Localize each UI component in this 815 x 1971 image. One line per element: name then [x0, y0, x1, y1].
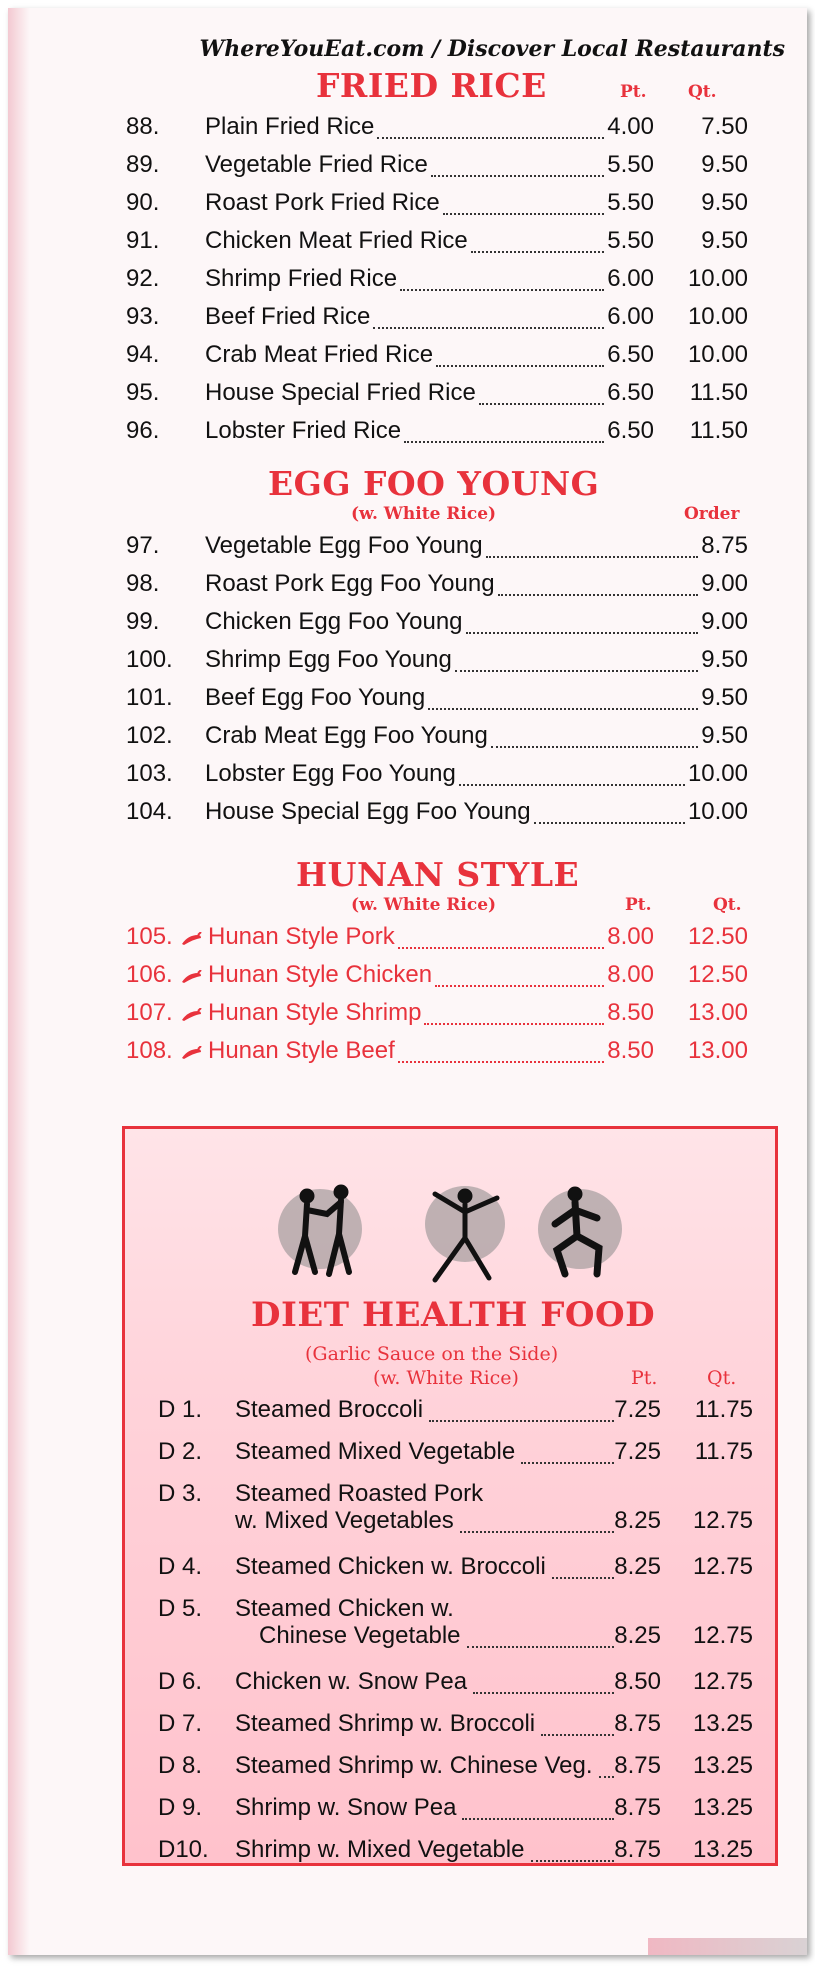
hunan-title: HUNAN STYLE [296, 855, 580, 894]
order-price: 9.50 [701, 684, 748, 711]
item-number: 104. [126, 798, 173, 825]
dot-leader [400, 289, 604, 291]
exercise-figures-illustration [275, 1174, 635, 1294]
item-name: Crab Meat Fried Rice [205, 341, 434, 368]
diet-item-name: Steamed Shrimp w. Chinese Veg. [235, 1752, 593, 1779]
fried-rice-row [8, 379, 807, 417]
site-header: WhereYouEat.com / Discover Local Restaurants [199, 36, 785, 62]
dot-leader [466, 632, 699, 634]
menu-page [8, 8, 807, 1955]
dot-leader [462, 1818, 614, 1820]
egg-foo-young-row [8, 684, 807, 722]
item-number: 107. [126, 999, 173, 1026]
fried-rice-row [8, 303, 807, 341]
diet-item-name: Steamed Mixed Vegetable [235, 1438, 516, 1465]
egg-foo-young-order-header: Order [684, 504, 740, 524]
quart-price: 13.00 [687, 999, 748, 1026]
quart-price: 12.75 [692, 1622, 753, 1649]
dot-leader [377, 137, 604, 139]
pint-price: 8.50 [607, 999, 654, 1026]
diet-qt-header: Qt. [707, 1367, 737, 1389]
quart-price: 13.25 [692, 1710, 753, 1737]
quart-price: 11.50 [689, 417, 748, 444]
order-price: 9.50 [701, 722, 748, 749]
diet-health-food-box [122, 1126, 778, 1866]
item-number: 91. [126, 227, 160, 254]
item-number: 94. [126, 341, 160, 368]
quart-price: 13.25 [692, 1794, 753, 1821]
egg-foo-young-row [8, 760, 807, 798]
fried-rice-title: FRIED RICE [316, 66, 547, 105]
item-number: 93. [126, 303, 160, 330]
item-name: Roast Pork Egg Foo Young [205, 570, 495, 597]
hot-pepper-icon [180, 970, 202, 984]
pint-price: 5.50 [607, 227, 654, 254]
quart-price: 13.00 [687, 1037, 748, 1064]
diet-item-code: D 2. [158, 1438, 203, 1465]
pint-price: 6.00 [607, 303, 654, 330]
pint-price: 7.25 [614, 1396, 661, 1423]
dot-leader [435, 985, 604, 987]
fried-rice-pt-header: Pt. [620, 82, 647, 102]
quart-price: 10.00 [687, 341, 748, 368]
diet-subtitle-rice: (w. White Rice) [373, 1367, 519, 1389]
item-name: Hunan Style Chicken [208, 961, 433, 988]
diet-title: DIET HEALTH FOOD [251, 1295, 656, 1335]
dot-leader [404, 441, 604, 443]
pint-price: 6.50 [607, 341, 654, 368]
dot-leader [541, 1734, 614, 1736]
dot-leader [459, 784, 685, 786]
pint-price: 8.25 [614, 1507, 661, 1534]
item-number: 88. [126, 113, 160, 140]
hunan-row [8, 923, 807, 961]
item-number: 102. [126, 722, 173, 749]
item-name: House Special Fried Rice [205, 379, 476, 406]
dot-leader [398, 947, 605, 949]
item-number: 97. [126, 532, 160, 559]
diet-item-name: Steamed Roasted Pork [235, 1480, 484, 1507]
quart-price: 11.75 [694, 1396, 753, 1423]
quart-price: 11.75 [694, 1438, 753, 1465]
pint-price: 8.00 [607, 961, 654, 988]
dot-leader [455, 670, 698, 672]
item-name: Vegetable Egg Foo Young [205, 532, 483, 559]
diet-pt-header: Pt. [631, 1367, 658, 1389]
pint-price: 8.50 [607, 1037, 654, 1064]
item-name: Hunan Style Beef [208, 1037, 395, 1064]
fried-rice-row [8, 265, 807, 303]
fried-rice-row [8, 113, 807, 151]
item-number: 105. [126, 923, 173, 950]
item-number: 89. [126, 151, 160, 178]
dot-leader [443, 213, 605, 215]
quart-price: 12.75 [692, 1507, 753, 1534]
quart-price: 9.50 [701, 151, 748, 178]
dot-leader [486, 556, 699, 558]
item-number: 101. [126, 684, 173, 711]
pint-price: 6.00 [607, 265, 654, 292]
item-number: 98. [126, 570, 160, 597]
dot-leader [491, 746, 698, 748]
egg-foo-young-row [8, 646, 807, 684]
diet-item-code: D 1. [158, 1396, 203, 1423]
dot-leader [373, 327, 604, 329]
quart-price: 12.75 [692, 1668, 753, 1695]
diet-item-name-continued: w. Mixed Vegetables [235, 1507, 454, 1534]
diet-item-code: D 3. [158, 1480, 203, 1507]
fried-rice-qt-header: Qt. [688, 82, 717, 102]
hunan-subtitle: (w. White Rice) [351, 895, 497, 915]
diet-item-code: D10. [158, 1836, 209, 1863]
item-number: 92. [126, 265, 160, 292]
pint-price: 8.25 [614, 1553, 661, 1580]
item-number: 106. [126, 961, 173, 988]
item-number: 90. [126, 189, 160, 216]
item-number: 100. [126, 646, 173, 673]
page-bottom-strip [648, 1938, 807, 1955]
pint-price: 8.25 [614, 1622, 661, 1649]
diet-item-name: Steamed Broccoli [235, 1396, 424, 1423]
pint-price: 6.50 [607, 417, 654, 444]
item-name: Beef Egg Foo Young [205, 684, 426, 711]
diet-item-code: D 4. [158, 1553, 203, 1580]
fried-rice-row [8, 151, 807, 189]
pint-price: 5.50 [607, 151, 654, 178]
diet-item-name: Steamed Chicken w. Broccoli [235, 1553, 546, 1580]
dot-leader [552, 1577, 614, 1579]
quart-price: 13.25 [692, 1752, 753, 1779]
quart-price: 11.50 [689, 379, 748, 406]
item-name: Lobster Egg Foo Young [205, 760, 456, 787]
pint-price: 6.50 [607, 379, 654, 406]
hunan-row [8, 999, 807, 1037]
hunan-pt-header: Pt. [625, 895, 652, 915]
dot-leader [471, 251, 605, 253]
item-name: Hunan Style Pork [208, 923, 395, 950]
pint-price: 8.00 [607, 923, 654, 950]
dot-leader [429, 1420, 614, 1422]
hunan-row [8, 961, 807, 999]
quart-price: 12.50 [687, 961, 748, 988]
dot-leader [436, 365, 604, 367]
egg-foo-young-subtitle: (w. White Rice) [351, 504, 497, 524]
egg-foo-young-title: EGG FOO YOUNG [268, 464, 600, 503]
item-number: 103. [126, 760, 173, 787]
dot-leader [498, 594, 699, 596]
egg-foo-young-row [8, 722, 807, 760]
diet-item-code: D 6. [158, 1668, 203, 1695]
fried-rice-row [8, 417, 807, 455]
quart-price: 12.75 [692, 1553, 753, 1580]
item-number: 96. [126, 417, 160, 444]
fried-rice-row [8, 227, 807, 265]
fried-rice-row [8, 189, 807, 227]
diet-subtitle-garlic: (Garlic Sauce on the Side) [305, 1343, 559, 1365]
diet-item-name-continued: Chinese Vegetable [259, 1622, 461, 1649]
item-number: 99. [126, 608, 160, 635]
quart-price: 12.50 [687, 923, 748, 950]
diet-item-name: Chicken w. Snow Pea [235, 1668, 468, 1695]
diet-item-code: D 8. [158, 1752, 203, 1779]
order-price: 9.00 [701, 570, 748, 597]
egg-foo-young-row [8, 570, 807, 608]
dot-leader [521, 1462, 614, 1464]
dot-leader [460, 1531, 614, 1533]
item-number: 95. [126, 379, 160, 406]
pint-price: 8.75 [614, 1836, 661, 1863]
order-price: 10.00 [687, 798, 748, 825]
order-price: 9.00 [701, 608, 748, 635]
hot-pepper-icon [180, 1046, 202, 1060]
pint-price: 4.00 [607, 113, 654, 140]
egg-foo-young-row [8, 798, 807, 836]
hot-pepper-icon [180, 1008, 202, 1022]
diet-item-name: Shrimp w. Mixed Vegetable [235, 1836, 525, 1863]
diet-item-name: Shrimp w. Snow Pea [235, 1794, 457, 1821]
pint-price: 8.75 [614, 1794, 661, 1821]
order-price: 8.75 [701, 532, 748, 559]
item-name: Shrimp Egg Foo Young [205, 646, 452, 673]
item-name: Vegetable Fried Rice [205, 151, 428, 178]
item-name: Hunan Style Shrimp [208, 999, 422, 1026]
egg-foo-young-row [8, 608, 807, 646]
order-price: 10.00 [687, 760, 748, 787]
pint-price: 7.25 [614, 1438, 661, 1465]
diet-item-code: D 9. [158, 1794, 203, 1821]
dot-leader [473, 1692, 614, 1694]
dot-leader [479, 403, 604, 405]
hunan-row [8, 1037, 807, 1075]
dot-leader [424, 1023, 604, 1025]
quart-price: 9.50 [701, 189, 748, 216]
egg-foo-young-row [8, 532, 807, 570]
quart-price: 10.00 [687, 265, 748, 292]
item-number: 108. [126, 1037, 173, 1064]
dot-leader [428, 708, 698, 710]
pint-price: 5.50 [607, 189, 654, 216]
diet-item-code: D 5. [158, 1595, 203, 1622]
order-price: 9.50 [701, 646, 748, 673]
dot-leader [398, 1061, 604, 1063]
item-name: Crab Meat Egg Foo Young [205, 722, 488, 749]
diet-item-name: Steamed Shrimp w. Broccoli [235, 1710, 536, 1737]
item-name: Beef Fried Rice [205, 303, 371, 330]
pint-price: 8.75 [614, 1710, 661, 1737]
item-name: Lobster Fried Rice [205, 417, 402, 444]
diet-item-name: Steamed Chicken w. [235, 1595, 454, 1622]
item-name: Chicken Meat Fried Rice [205, 227, 468, 254]
quart-price: 9.50 [701, 227, 748, 254]
item-name: Plain Fried Rice [205, 113, 375, 140]
dot-leader [467, 1646, 615, 1648]
hot-pepper-icon [180, 932, 202, 946]
dot-leader [531, 1860, 615, 1862]
dot-leader [599, 1776, 615, 1778]
dot-leader [431, 175, 604, 177]
pint-price: 8.50 [614, 1668, 661, 1695]
item-name: House Special Egg Foo Young [205, 798, 531, 825]
diet-item-code: D 7. [158, 1710, 203, 1737]
item-name: Chicken Egg Foo Young [205, 608, 463, 635]
hunan-qt-header: Qt. [713, 895, 742, 915]
quart-price: 7.50 [701, 113, 748, 140]
item-name: Shrimp Fried Rice [205, 265, 398, 292]
pint-price: 8.75 [614, 1752, 661, 1779]
fried-rice-row [8, 341, 807, 379]
quart-price: 10.00 [687, 303, 748, 330]
dot-leader [534, 822, 685, 824]
quart-price: 13.25 [692, 1836, 753, 1863]
item-name: Roast Pork Fried Rice [205, 189, 440, 216]
